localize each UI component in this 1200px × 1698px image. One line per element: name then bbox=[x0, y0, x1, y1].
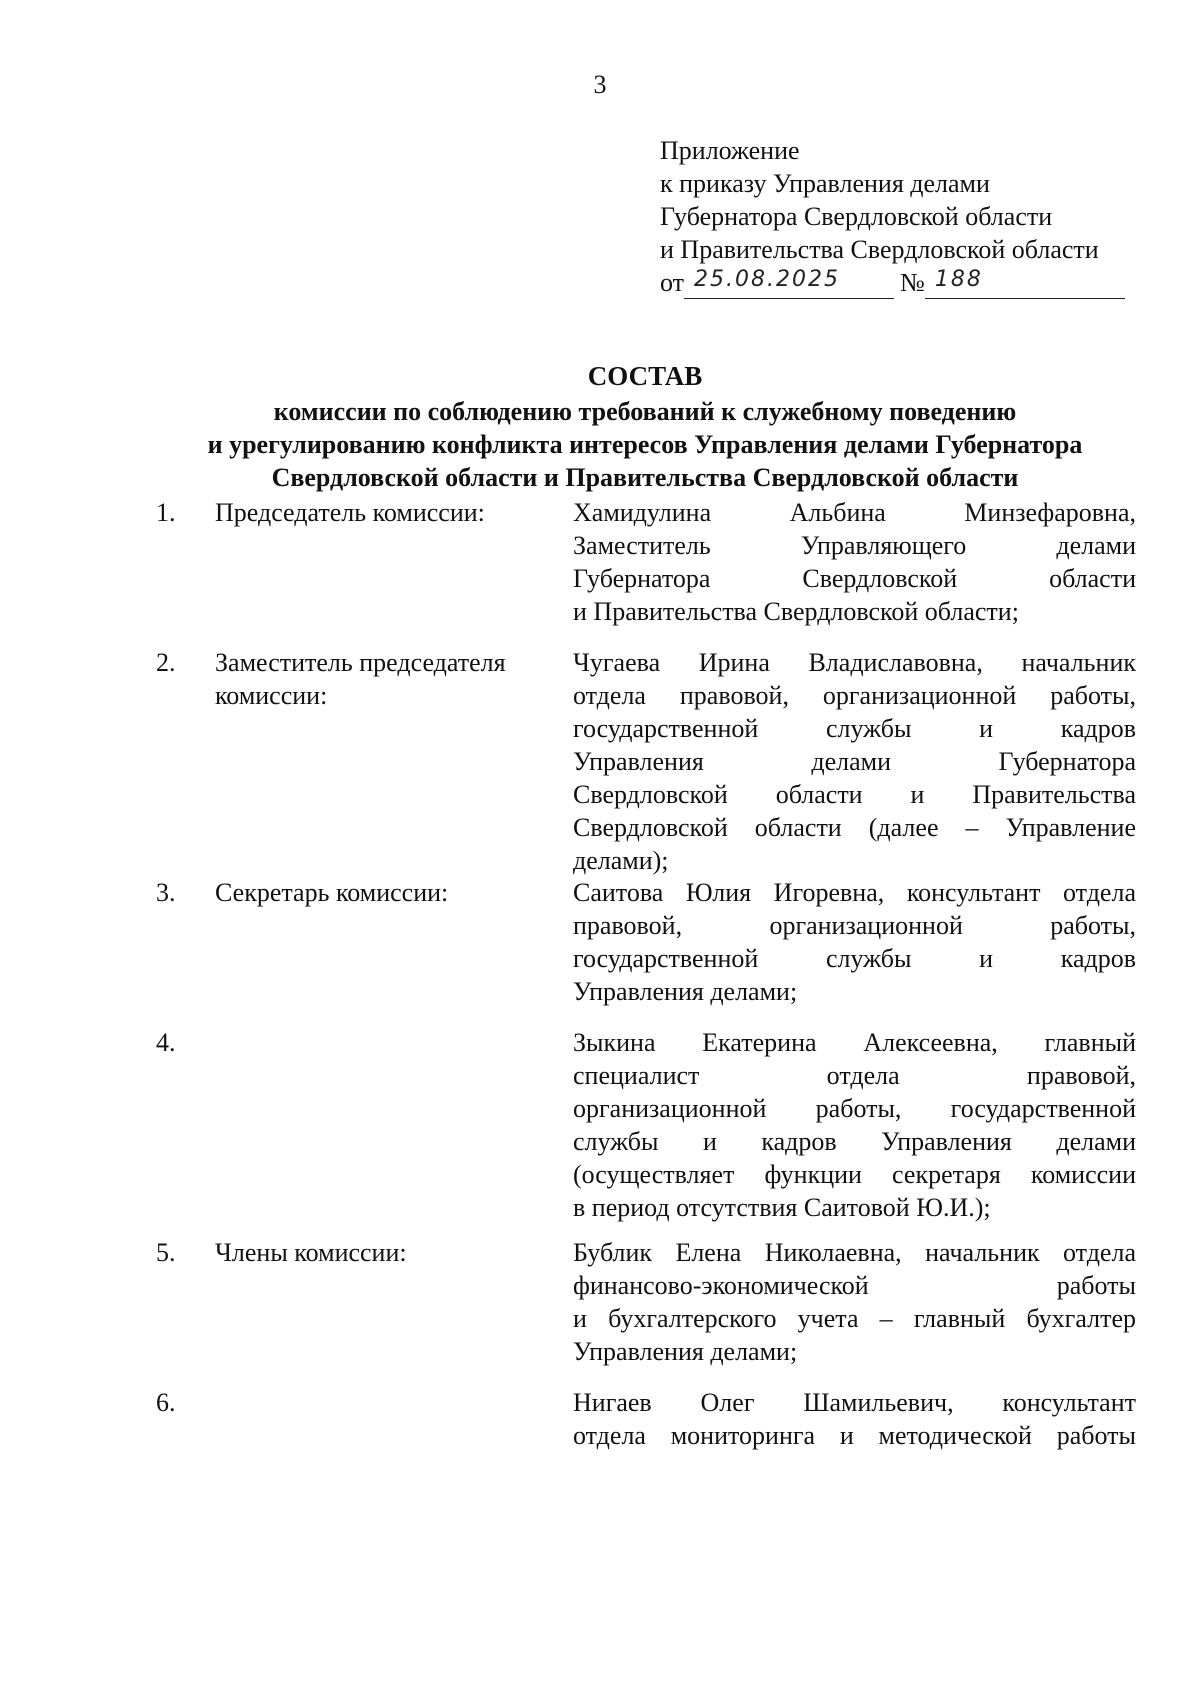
member-description bbox=[573, 1026, 1136, 1224]
page-number: 3 bbox=[593, 70, 607, 99]
handwritten-number: 188 bbox=[934, 267, 983, 292]
desc-line: Зыкина Екатерина Алексеевна, главный bbox=[573, 1028, 1136, 1057]
desc-line: службы и кадров Управления делами bbox=[573, 1127, 1136, 1156]
desc-line: правовой, организационной работы, bbox=[573, 911, 1136, 940]
desc-line: Свердловской области (далее – Управление bbox=[573, 813, 1136, 842]
title-main: СОСТАВ bbox=[587, 361, 703, 391]
member-description bbox=[573, 1236, 1136, 1368]
desc-line: Хамидулина Альбина Минзефаровна, bbox=[573, 498, 1136, 527]
order-date-number-line bbox=[660, 266, 1150, 299]
appendix-line: к приказу Управления делами bbox=[660, 169, 990, 198]
member-description bbox=[573, 496, 1136, 628]
desc-line: специалист отдела правовой, bbox=[573, 1061, 1136, 1090]
member-number: 6. bbox=[156, 1388, 176, 1417]
desc-line: делами); bbox=[573, 846, 669, 875]
handwritten-date: 25.08.2025 bbox=[694, 267, 840, 292]
appendix-line: Губернатора Свердловской области bbox=[660, 202, 1053, 231]
date-prefix: от bbox=[660, 268, 685, 297]
desc-line: государственной службы и кадров bbox=[573, 944, 1136, 973]
desc-line: отдела правовой, организационной работы, bbox=[573, 681, 1136, 710]
desc-line: Управления делами; bbox=[573, 977, 798, 1006]
order-number-field bbox=[925, 268, 1125, 299]
desc-line: финансово-экономической работы bbox=[573, 1271, 1136, 1300]
desc-line: Чугаева Ирина Владиславовна, начальник bbox=[573, 648, 1136, 677]
member-role: Заместитель председателя комиссии: bbox=[215, 648, 506, 710]
number-prefix: № bbox=[900, 268, 925, 297]
desc-line: в период отсутствия Саитовой Ю.И.); bbox=[573, 1193, 991, 1222]
desc-line: и Правительства Свердловской области; bbox=[573, 597, 1019, 626]
member-number: 4. bbox=[156, 1028, 176, 1057]
desc-line: Нигаев Олег Шамильевич, консультант bbox=[573, 1388, 1136, 1417]
desc-line: Заместитель Управляющего делами bbox=[573, 531, 1136, 560]
desc-line: отдела мониторинга и методической работы bbox=[573, 1421, 1136, 1450]
member-number: 2. bbox=[156, 648, 176, 677]
desc-line: (осуществляет функции секретаря комиссии bbox=[573, 1160, 1136, 1189]
title-line: Свердловской области и Правительства Свердловской области bbox=[271, 463, 1019, 492]
title-line: комиссии по соблюдению требований к служебному поведению bbox=[273, 397, 1017, 426]
appendix-line: и Правительства Свердловской области bbox=[660, 235, 1099, 264]
desc-line: Свердловской области и Правительства bbox=[573, 780, 1136, 809]
member-role: Председатель комиссии: bbox=[215, 498, 485, 527]
order-date-field bbox=[684, 268, 894, 299]
desc-line: государственной службы и кадров bbox=[573, 714, 1136, 743]
desc-line: Бублик Елена Николаевна, начальник отдела bbox=[573, 1238, 1136, 1267]
member-description bbox=[573, 1386, 1136, 1452]
member-number: 5. bbox=[156, 1238, 176, 1267]
desc-line: Саитова Юлия Игоревна, консультант отдела bbox=[573, 878, 1136, 907]
desc-line: Управления делами Губернатора bbox=[573, 747, 1136, 776]
appendix-line: Приложение bbox=[660, 136, 800, 165]
member-role: Члены комиссии: bbox=[215, 1238, 407, 1267]
member-description bbox=[573, 876, 1136, 1008]
desc-line: Губернатора Свердловской области bbox=[573, 564, 1136, 593]
member-role: Секретарь комиссии: bbox=[215, 878, 449, 907]
appendix-header bbox=[660, 134, 1150, 299]
member-number: 1. bbox=[156, 498, 176, 527]
title-line: и урегулированию конфликта интересов Управления делами Губернатора bbox=[207, 430, 1083, 459]
desc-line: и бухгалтерского учета – главный бухгалтер bbox=[573, 1304, 1136, 1333]
member-description bbox=[573, 646, 1136, 877]
desc-line: Управления делами; bbox=[573, 1337, 798, 1366]
document-title bbox=[120, 360, 1170, 494]
member-number: 3. bbox=[156, 878, 176, 907]
desc-line: организационной работы, государственной bbox=[573, 1094, 1136, 1123]
